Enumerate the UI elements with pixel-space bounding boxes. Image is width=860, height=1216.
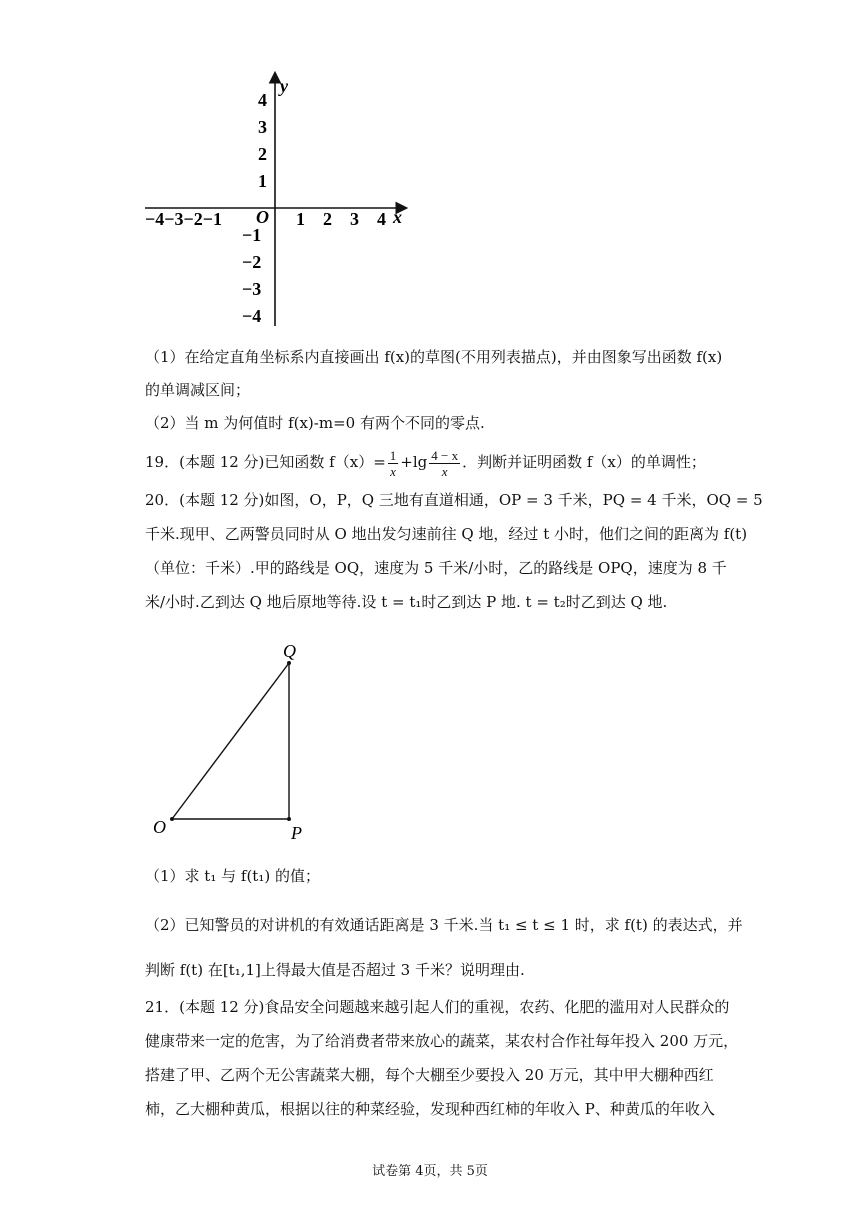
q20-line2: 千米.现甲、乙两警员同时从 O 地出发匀速前往 Q 地，经过 t 小时，他们之间的距离为 f(t): [145, 525, 748, 543]
q19-frac2-num: 4 − x: [431, 447, 459, 463]
y-tick-neg-2: −2: [242, 252, 262, 272]
label-o: O: [153, 817, 166, 837]
coordinate-axes-figure: [0, 0, 860, 340]
q19-line: [145, 442, 720, 482]
q20-line3: （单位：千米）.甲的路线是 OQ，速度为 5 千米/小时，乙的路线是 OPQ，速度为 8 千: [145, 559, 727, 577]
page-footer: 试卷第 4页，共 5页: [372, 1164, 488, 1179]
x-axis-label: x: [393, 207, 402, 227]
q20-sub2: [145, 903, 743, 993]
q19-frac1-den: x: [390, 463, 396, 479]
point-q: [287, 661, 291, 665]
q19-plus-lg: +lg: [400, 453, 428, 471]
q18-part1-line2: 的单调减区间；: [145, 381, 251, 399]
y-tick-3: 3: [258, 117, 267, 137]
q18-part2: （2）当 m 为何值时 f(x)-m=0 有两个不同的零点.: [145, 414, 485, 432]
q20-subquestions: [145, 860, 720, 893]
point-o: [170, 817, 174, 821]
q19-prefix: 19．(本题 12 分)已知函数 f（x）=: [145, 453, 386, 471]
q20-sub1: （1）求 t₁ 与 f(t₁) 的值；: [145, 867, 320, 885]
q20-sub2-line2: 判断 f(t) 在[t₁,1]上得最大值是否超过 3 千米？说明理由.: [145, 961, 525, 979]
q21-line3: 搭建了甲、乙两个无公害蔬菜大棚，每个大棚至少要投入 20 万元，其中甲大棚种西红: [145, 1066, 714, 1084]
y-axis-label: y: [280, 76, 288, 96]
y-tick-neg-3: −3: [242, 279, 262, 299]
x-tick-4: 4: [377, 209, 386, 229]
y-tick-4: 4: [258, 90, 267, 110]
y-tick-neg-1: −1: [242, 225, 262, 245]
q20-sub2-line1: （2）已知警员的对讲机的有效通话距离是 3 千米.当 t₁ ≤ t ≤ 1 时，求 f(t) 的表达式，并: [145, 916, 743, 934]
q21-line1: 21．(本题 12 分)食品安全问题越来越引起人们的重视，农药、化肥的滥用对人民群众的: [145, 998, 730, 1016]
q21-line4: 柿，乙大棚种黄瓜，根据以往的种菜经验，发现种西红柿的年收入 P、种黄瓜的年收入: [145, 1100, 715, 1118]
origin-label: O: [256, 207, 269, 227]
q20-line4: 米/小时.乙到达 Q 地后原地等待.设 t = t₁时乙到达 P 地. t = t₂时乙到达 Q 地.: [145, 593, 668, 611]
q19-suffix: ．判断并证明函数 f（x）的单调性；: [462, 453, 706, 471]
x-negative-ticks: −4−3−2−1: [145, 209, 223, 229]
q19-fraction-1: [388, 448, 399, 479]
q19-frac1-num: 1: [389, 447, 397, 463]
x-tick-3: 3: [350, 209, 359, 229]
y-tick-neg-4: −4: [242, 306, 262, 326]
q18-parts: [145, 341, 723, 440]
side-oq: [172, 663, 289, 819]
label-p: P: [291, 823, 302, 843]
q21-line2: 健康带来一定的危害，为了给消费者带来放心的蔬菜，某农村合作社每年投入 200 万元，: [145, 1032, 739, 1050]
q21: [145, 990, 739, 1126]
q18-part1-line1: （1）在给定直角坐标系内直接画出 f(x)的草图(不用列表描点)，并由图象写出函数 f(x): [145, 348, 723, 366]
q20-line1: 20．(本题 12 分)如图，O，P，Q 三地有直道相通，OP = 3 千米，PQ = 4 千米，OQ = 5: [145, 491, 763, 509]
q19: [145, 442, 720, 482]
triangle-figure: [0, 635, 860, 855]
q20-text: [145, 483, 763, 619]
point-p: [287, 817, 291, 821]
q19-frac2-den: x: [441, 463, 448, 479]
y-tick-1: 1: [258, 171, 267, 191]
label-q: Q: [283, 641, 296, 661]
y-tick-2: 2: [258, 144, 267, 164]
x-tick-2: 2: [323, 209, 332, 229]
q19-fraction-2: [429, 448, 460, 479]
x-tick-1: 1: [296, 209, 305, 229]
